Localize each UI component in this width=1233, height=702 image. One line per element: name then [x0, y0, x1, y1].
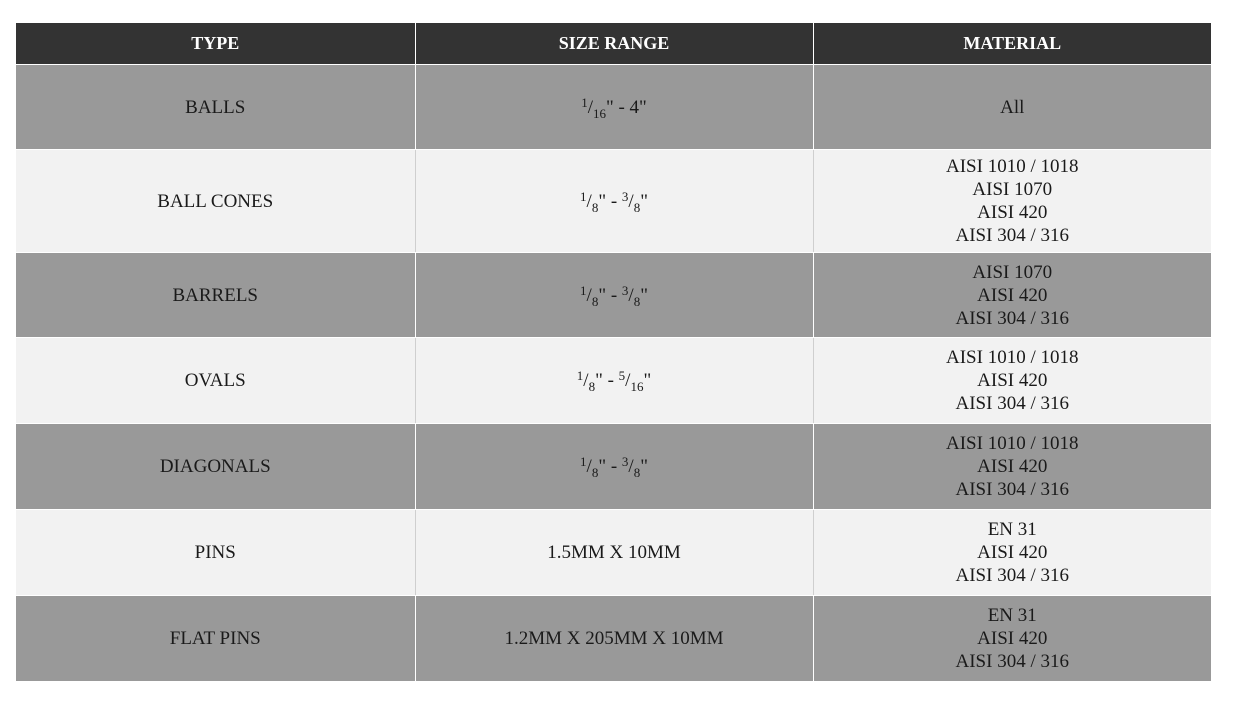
cell-size-range — [415, 253, 813, 338]
cell-type: PINS — [16, 510, 415, 596]
cell-type: BALL CONES — [16, 150, 415, 253]
size-separator: " - — [598, 284, 622, 306]
size-separator: " - 4" — [605, 96, 647, 118]
material-item: AISI 420 — [977, 284, 1048, 306]
material-item: AISI 420 — [977, 370, 1048, 391]
header-size-range: SIZE RANGE — [415, 23, 813, 65]
fraction-numerator: 3 — [621, 188, 629, 204]
fraction-denominator: 16 — [630, 379, 644, 394]
size-fraction: $^1/_8$" - — [580, 282, 622, 309]
material-item: EN 31 — [987, 519, 1037, 540]
size-separator: " - — [598, 190, 622, 212]
size-fraction: $^1/_{16}$" - 4" — [581, 94, 647, 121]
material-item: AISI 420 — [977, 202, 1048, 223]
cell-type: BALLS — [16, 65, 415, 150]
product-spec-table — [16, 23, 1211, 682]
fraction-denominator: 8 — [633, 199, 641, 215]
material-item: AISI 1010 / 1018 — [946, 347, 1079, 368]
size-separator: " — [640, 190, 648, 212]
material-item: AISI 420 — [977, 628, 1048, 649]
fraction-numerator: 1 — [580, 188, 587, 204]
material-item: AISI 1010 / 1018 — [946, 433, 1079, 454]
material-item: AISI 304 / 316 — [955, 565, 1069, 586]
fraction-numerator: 1 — [576, 368, 584, 383]
material-item: EN 31 — [987, 605, 1037, 626]
size-separator: " — [643, 370, 652, 391]
cell-size-range — [415, 510, 813, 596]
material-item: AISI 1070 — [972, 261, 1053, 283]
cell-material — [813, 424, 1211, 510]
cell-type: DIAGONALS — [16, 424, 415, 510]
cell-type: FLAT PINS — [16, 596, 415, 682]
fraction-numerator: 3 — [621, 454, 629, 469]
material-item: All — [1000, 96, 1025, 118]
material-item: AISI 420 — [977, 456, 1048, 477]
cell-type: BARRELS — [16, 253, 415, 338]
fraction-numerator: 5 — [618, 368, 626, 383]
size-separator: " - — [598, 456, 622, 477]
fraction-numerator: 1 — [580, 282, 587, 298]
material-item: AISI 1010 / 1018 — [946, 156, 1079, 177]
cell-material — [813, 253, 1211, 338]
cell-material — [813, 150, 1211, 253]
material-item: AISI 304 / 316 — [955, 393, 1069, 414]
table-row — [16, 338, 1211, 424]
table-header-row — [16, 23, 1211, 65]
material-item: AISI 1070 — [972, 179, 1053, 200]
size-text: 1.5MM X 10MM — [547, 542, 681, 563]
material-item: AISI 304 / 316 — [955, 479, 1069, 500]
cell-size-range — [415, 65, 813, 150]
cell-size-range — [415, 338, 813, 424]
fraction-numerator: 1 — [580, 454, 587, 469]
table-row — [16, 424, 1211, 510]
size-separator: " — [640, 284, 648, 306]
fraction-denominator: 8 — [591, 199, 599, 215]
cell-size-range — [415, 596, 813, 682]
fraction-denominator: 8 — [591, 465, 599, 480]
table-row — [16, 150, 1211, 253]
cell-material — [813, 338, 1211, 424]
material-item: AISI 420 — [977, 542, 1048, 563]
header-material: MATERIAL — [813, 23, 1211, 65]
table-row — [16, 253, 1211, 338]
cell-material — [813, 65, 1211, 150]
fraction-denominator: 16 — [592, 105, 606, 121]
material-item: AISI 304 / 316 — [955, 651, 1069, 672]
size-fraction: $^1/_8$" - — [580, 188, 622, 215]
size-separator: " - — [595, 370, 619, 391]
material-item: AISI 304 / 316 — [955, 307, 1069, 329]
size-text: 1.2MM X 205MM X 10MM — [504, 628, 724, 649]
cell-type: OVALS — [16, 338, 415, 424]
fraction-denominator: 8 — [588, 379, 596, 394]
cell-material — [813, 510, 1211, 596]
fraction-denominator: 8 — [591, 293, 599, 309]
table-row — [16, 65, 1211, 150]
cell-size-range — [415, 150, 813, 253]
header-type: TYPE — [16, 23, 415, 65]
table-row — [16, 510, 1211, 596]
size-fraction: $^3/_8$" — [621, 454, 648, 480]
material-item: AISI 304 / 316 — [955, 225, 1069, 246]
size-fraction: $^3/_8$" — [621, 188, 648, 215]
size-fraction: $^5/_{16}$" — [618, 368, 652, 394]
size-fraction: $^3/_8$" — [621, 282, 648, 309]
fraction-numerator: 3 — [621, 282, 629, 298]
fraction-denominator: 8 — [633, 293, 641, 309]
cell-size-range — [415, 424, 813, 510]
size-fraction: $^1/_8$" - — [576, 368, 619, 394]
table-row — [16, 596, 1211, 682]
fraction-denominator: 8 — [633, 465, 641, 480]
size-separator: " — [640, 456, 648, 477]
table-body — [16, 65, 1211, 682]
size-fraction: $^1/_8$" - — [580, 454, 622, 480]
cell-material — [813, 596, 1211, 682]
fraction-numerator: 1 — [581, 94, 588, 110]
